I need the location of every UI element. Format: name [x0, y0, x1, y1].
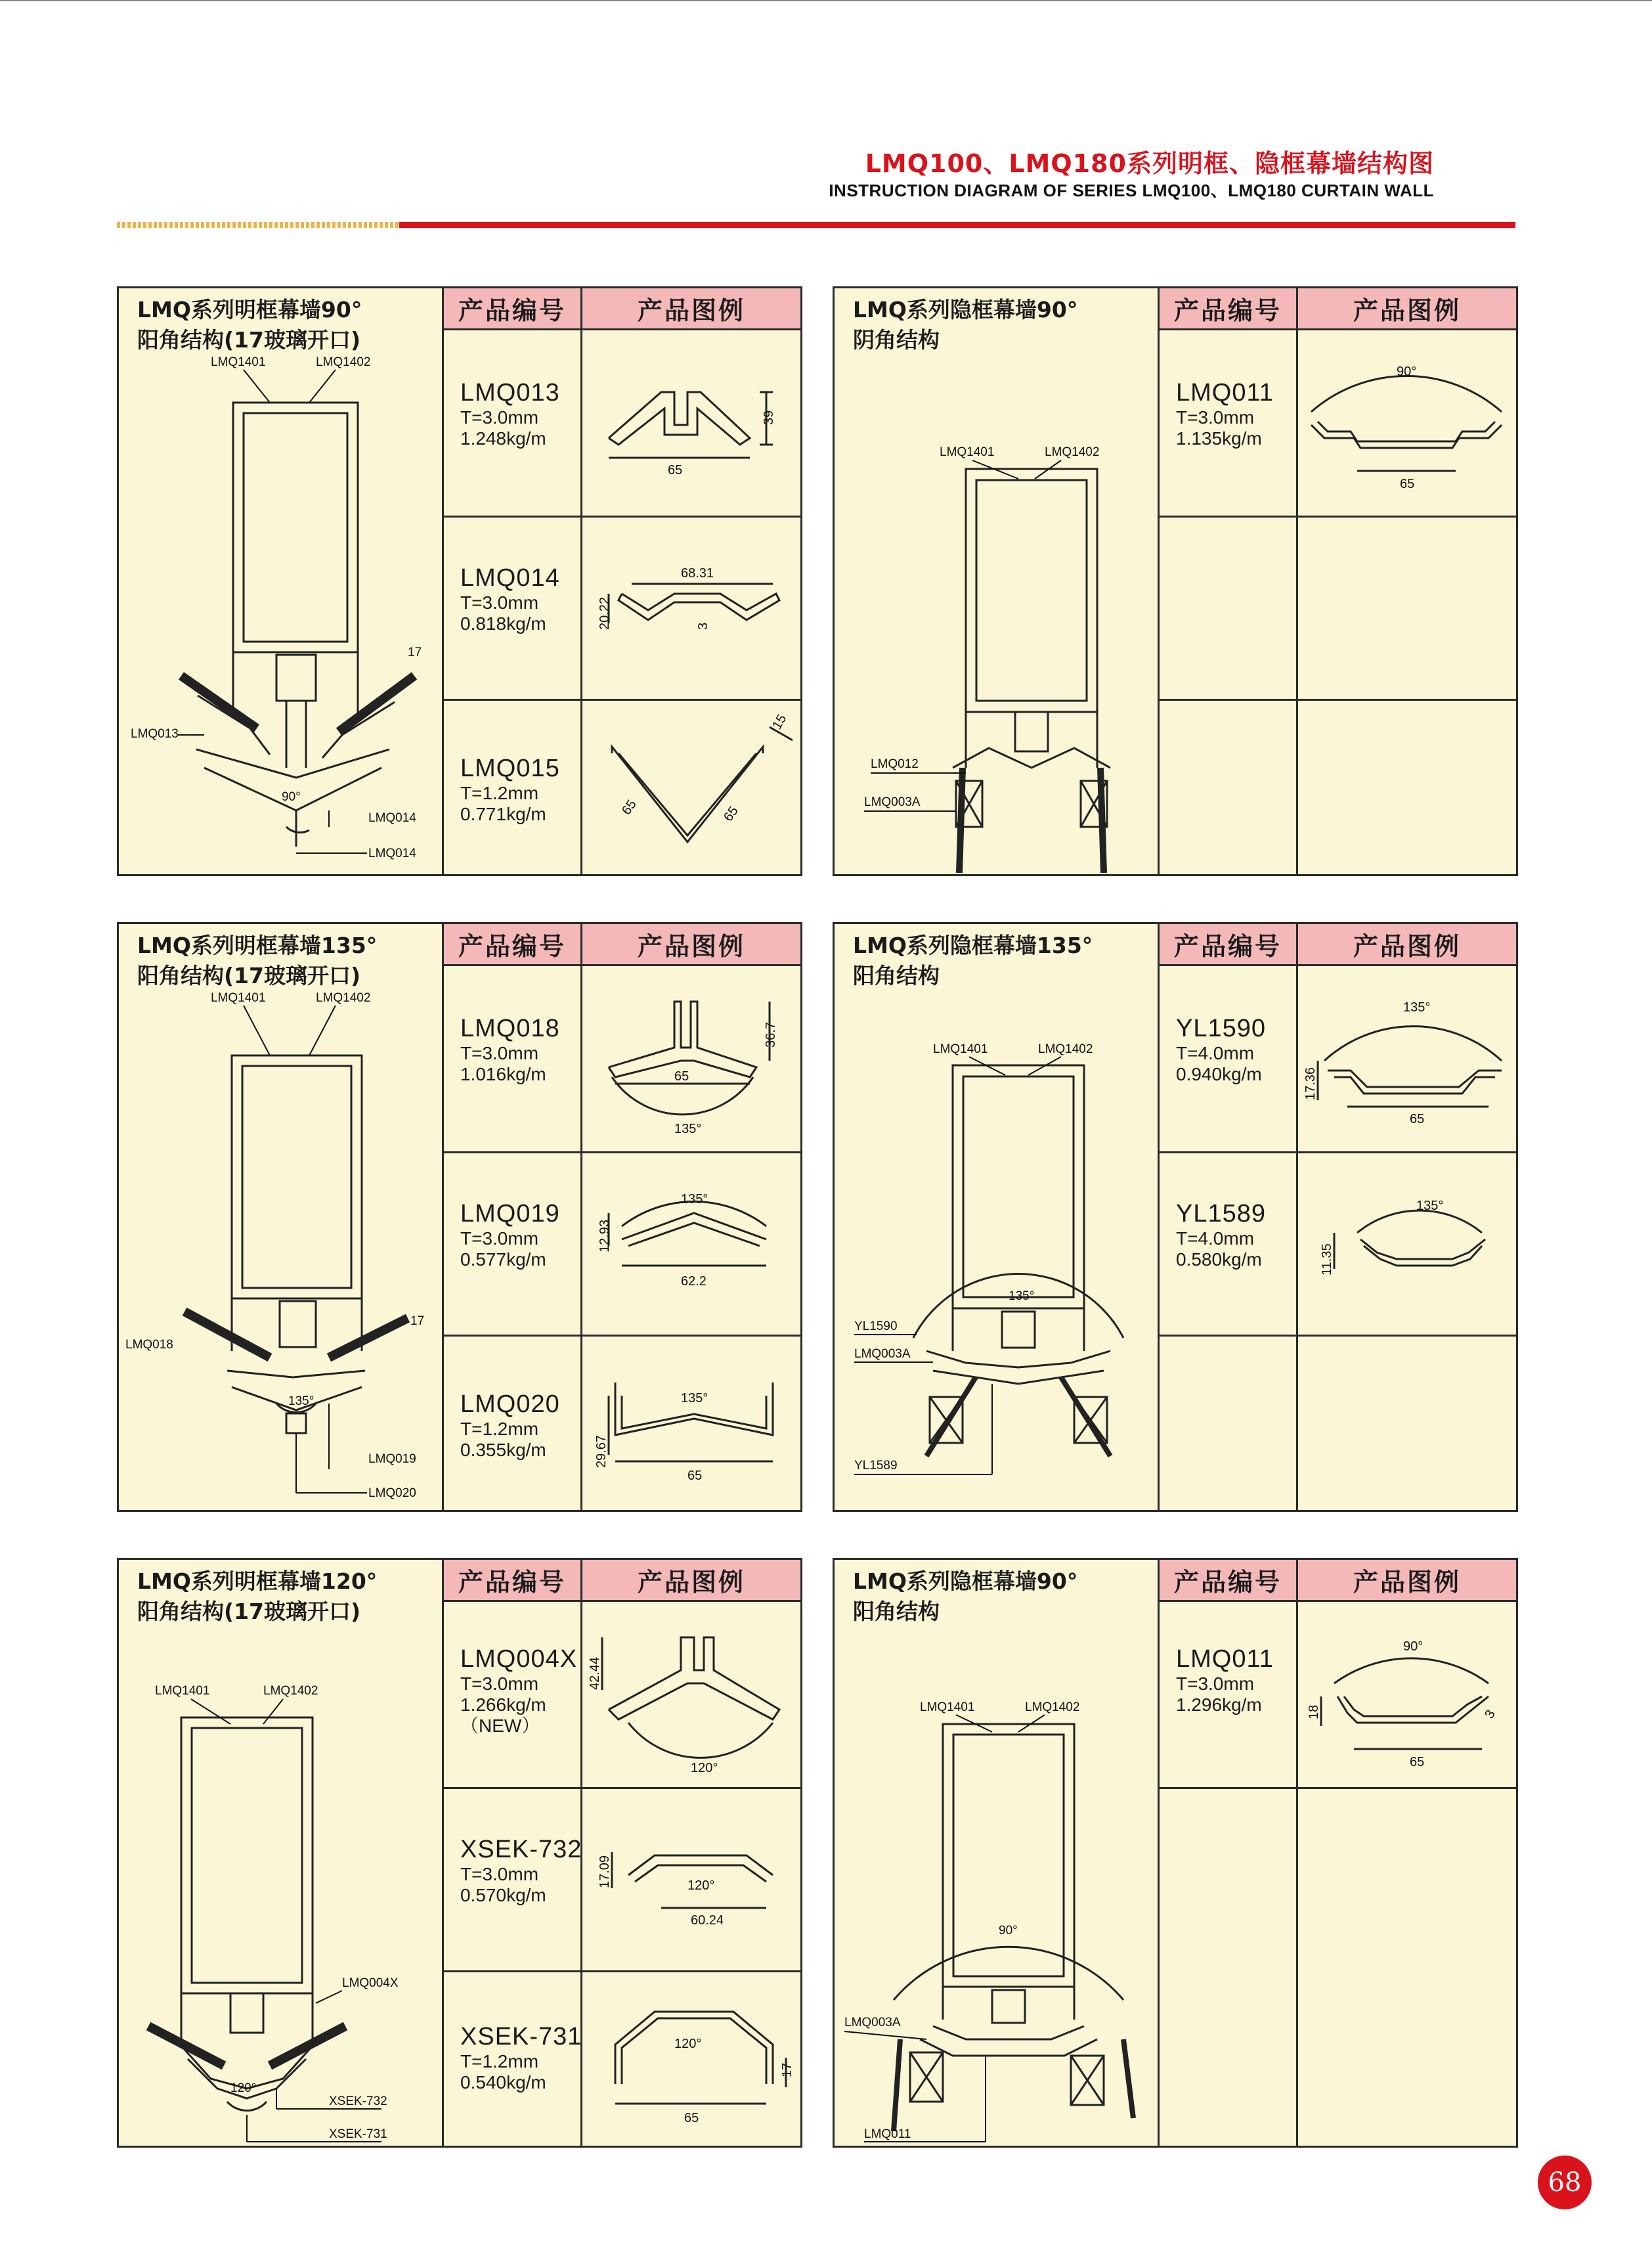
product-spec: T=4.0mm 0.940kg/m: [1176, 1043, 1262, 1084]
svg-text:12.93: 12.93: [598, 1219, 612, 1252]
svg-text:17.09: 17.09: [598, 1855, 612, 1888]
product-spec: T=1.2mm 0.540kg/m: [460, 2051, 546, 2092]
product-spec: T=3.0mm 1.248kg/m: [460, 407, 546, 449]
svg-text:LMQ004X: LMQ004X: [342, 1976, 399, 1990]
svg-text:XSEK-731: XSEK-731: [329, 2127, 387, 2141]
svg-text:65: 65: [1410, 1755, 1425, 1769]
product-cell: [460, 1390, 592, 1461]
svg-text:LMQ1401: LMQ1401: [211, 991, 266, 1005]
product-profile-lmq018: [582, 969, 800, 1150]
svg-text:LMQ020: LMQ020: [368, 1486, 416, 1500]
svg-text:65: 65: [619, 797, 640, 818]
svg-text:LMQ1401: LMQ1401: [933, 1042, 988, 1056]
header-product-image: 产品图例: [1298, 924, 1516, 966]
product-profile-yl1590: [1298, 969, 1516, 1150]
svg-text:65: 65: [1410, 1112, 1425, 1126]
svg-text:120°: 120°: [674, 2037, 702, 2051]
product-spec: T=3.0mm 1.296kg/m: [1176, 1673, 1262, 1715]
svg-text:17: 17: [780, 2062, 794, 2077]
product-cell: [1176, 1645, 1307, 1716]
svg-text:LMQ1402: LMQ1402: [1025, 1700, 1080, 1714]
svg-text:3: 3: [1482, 1707, 1498, 1721]
product-spec: T=3.0mm 0.818kg/m: [460, 592, 546, 634]
product-cell: [460, 564, 592, 634]
assembly-drawing: [119, 347, 442, 873]
header-product-image: 产品图例: [582, 924, 800, 966]
product-cell: [1176, 1200, 1307, 1270]
svg-text:120°: 120°: [687, 1878, 715, 1893]
header-product-code: 产品编号: [1160, 1560, 1296, 1602]
svg-text:68.31: 68.31: [681, 566, 714, 581]
panel-90-hidden-outer: [833, 1558, 1518, 2148]
svg-text:90°: 90°: [1397, 365, 1417, 379]
svg-text:17.36: 17.36: [1303, 1067, 1318, 1100]
svg-text:120°: 120°: [691, 1761, 718, 1775]
assembly-drawing: [119, 1619, 442, 2144]
svg-text:65: 65: [721, 804, 741, 824]
svg-text:135°: 135°: [1009, 1289, 1035, 1303]
svg-text:135°: 135°: [1403, 1000, 1431, 1015]
svg-text:65: 65: [687, 1469, 703, 1483]
svg-text:135°: 135°: [674, 1122, 702, 1136]
product-profile-lmq004x: [582, 1605, 800, 1786]
svg-text:XSEK-732: XSEK-732: [329, 2094, 387, 2108]
svg-text:LMQ1401: LMQ1401: [940, 445, 995, 459]
product-code: LMQ019: [460, 1200, 560, 1228]
svg-text:135°: 135°: [1416, 1199, 1444, 1213]
product-cell: [460, 755, 592, 825]
product-spec: T=1.2mm 0.771kg/m: [460, 783, 546, 824]
assembly-drawing: [835, 347, 1158, 873]
product-code: LMQ015: [460, 755, 560, 782]
svg-text:LMQ1401: LMQ1401: [155, 1684, 210, 1698]
product-code: YL1589: [1176, 1200, 1267, 1228]
svg-text:65: 65: [668, 463, 683, 477]
svg-text:135°: 135°: [288, 1394, 315, 1408]
svg-text:65: 65: [684, 2111, 699, 2125]
product-spec: T=3.0mm 1.266kg/m （NEW）: [460, 1673, 546, 1736]
product-code: LMQ011: [1176, 1645, 1274, 1673]
label-lmq014-a: LMQ014: [368, 811, 416, 825]
product-code: LMQ020: [460, 1390, 560, 1418]
svg-text:11.35: 11.35: [1320, 1243, 1334, 1275]
page-number: 68: [1538, 2156, 1592, 2209]
panel-120-exposed: [117, 1558, 802, 2148]
header-product-code: 产品编号: [444, 288, 580, 330]
label-dim-17: 17: [408, 646, 422, 659]
svg-text:LMQ003A: LMQ003A: [844, 2016, 901, 2029]
product-profile-lmq011: [1298, 333, 1516, 514]
product-profile-xsek-731: [582, 1972, 800, 2147]
svg-text:39: 39: [762, 410, 776, 425]
assembly-drawing: [119, 983, 442, 1509]
svg-text:90°: 90°: [1403, 1639, 1424, 1654]
header-product-code: 产品编号: [1160, 288, 1296, 330]
assembly-drawing: [835, 1619, 1158, 2144]
header-product-image: 产品图例: [582, 288, 800, 330]
product-profile-lmq013: [582, 333, 800, 514]
panel-90-exposed: [117, 286, 802, 876]
label-lmq014-b: LMQ014: [368, 847, 416, 860]
product-code: XSEK-731: [460, 2023, 582, 2050]
page-title: LMQ100、LMQ180系列明框、隐框幕墙结构图: [865, 149, 1434, 178]
svg-text:20.22: 20.22: [598, 596, 612, 630]
product-code: XSEK-732: [460, 1836, 582, 1863]
svg-text:LMQ012: LMQ012: [871, 757, 919, 771]
svg-text:3: 3: [696, 622, 710, 630]
svg-text:18: 18: [1307, 1704, 1321, 1719]
assembly-title: LMQ系列隐框幕墙90° 阳角结构: [853, 1568, 1078, 1624]
product-profile-lmq020: [582, 1337, 800, 1511]
product-spec: T=3.0mm 0.570kg/m: [460, 1864, 546, 1905]
svg-text:90°: 90°: [999, 1924, 1018, 1937]
product-cell: [460, 1645, 592, 1737]
product-code: LMQ011: [1176, 379, 1274, 407]
assembly-title: LMQ系列明框幕墙135° 阳角结构(17玻璃开口): [137, 933, 378, 988]
header-product-image: 产品图例: [1298, 1560, 1516, 1602]
svg-text:LMQ003A: LMQ003A: [854, 1347, 911, 1361]
product-cell: [460, 1015, 592, 1085]
product-code: LMQ013: [460, 379, 560, 407]
svg-text:42.44: 42.44: [588, 1656, 602, 1690]
svg-text:LMQ1402: LMQ1402: [316, 991, 371, 1005]
header-product-image: 产品图例: [1298, 288, 1516, 330]
product-code: YL1590: [1176, 1015, 1267, 1042]
label-lmq1402: LMQ1402: [316, 355, 371, 369]
svg-text:60.24: 60.24: [691, 1913, 724, 1928]
svg-text:15: 15: [770, 712, 790, 732]
svg-text:LMQ1402: LMQ1402: [263, 1684, 318, 1698]
product-cell: [460, 1200, 592, 1270]
product-profile-lmq011-outer: [1298, 1605, 1516, 1786]
svg-text:LMQ018: LMQ018: [125, 1338, 173, 1352]
product-cell: [1176, 379, 1307, 449]
label-lmq1401: LMQ1401: [211, 355, 266, 369]
product-code: LMQ014: [460, 564, 560, 592]
product-profile-xsek-732: [582, 1790, 800, 1968]
panel-135-exposed: [117, 922, 802, 1512]
product-spec: T=3.0mm 1.016kg/m: [460, 1043, 546, 1084]
svg-text:LMQ003A: LMQ003A: [864, 795, 921, 809]
panel-135-hidden: [833, 922, 1518, 1512]
svg-text:65: 65: [674, 1069, 689, 1084]
svg-text:LMQ1402: LMQ1402: [1045, 445, 1100, 459]
svg-text:LMQ019: LMQ019: [368, 1452, 416, 1466]
assembly-title: LMQ系列隐框幕墙90° 阴角结构: [853, 297, 1078, 353]
assembly-title: LMQ系列隐框幕墙135° 阳角结构: [853, 933, 1093, 988]
svg-text:LMQ1402: LMQ1402: [1038, 1042, 1093, 1056]
product-code: LMQ018: [460, 1015, 560, 1042]
product-profile-lmq015: [582, 701, 800, 875]
product-code: LMQ004X: [460, 1645, 578, 1673]
product-profile-lmq019: [582, 1154, 800, 1333]
label-angle: 90°: [282, 790, 301, 804]
header-product-image: 产品图例: [582, 1560, 800, 1602]
svg-text:LMQ1401: LMQ1401: [920, 1700, 975, 1714]
header-rule: [117, 222, 1515, 228]
product-cell: [1176, 1015, 1307, 1085]
product-profile-lmq014: [582, 518, 800, 697]
assembly-title: LMQ系列明框幕墙120° 阳角结构(17玻璃开口): [137, 1568, 378, 1624]
page-subtitle: INSTRUCTION DIAGRAM OF SERIES LMQ100、LMQ180 CURTAIN WALL: [829, 181, 1434, 200]
svg-text:62.2: 62.2: [681, 1274, 706, 1289]
label-lmq013: LMQ013: [131, 727, 179, 741]
panel-90-hidden-inner: [833, 286, 1518, 876]
svg-text:135°: 135°: [681, 1391, 708, 1406]
svg-text:LMQ011: LMQ011: [864, 2127, 911, 2141]
assembly-drawing: [835, 983, 1158, 1509]
product-spec: T=1.2mm 0.355kg/m: [460, 1419, 546, 1460]
product-cell: [460, 379, 592, 449]
product-spec: T=4.0mm 0.580kg/m: [1176, 1228, 1262, 1270]
svg-text:135°: 135°: [681, 1192, 708, 1206]
svg-text:17: 17: [410, 1314, 425, 1328]
product-profile-yl1589: [1298, 1154, 1516, 1333]
product-cell: [460, 1836, 592, 1906]
product-cell: [460, 2023, 592, 2093]
header-product-code: 产品编号: [444, 924, 580, 966]
svg-text:YL1590: YL1590: [854, 1319, 898, 1333]
svg-text:29.67: 29.67: [594, 1434, 609, 1468]
svg-text:YL1589: YL1589: [854, 1459, 898, 1472]
product-spec: T=3.0mm 0.577kg/m: [460, 1228, 546, 1270]
svg-text:36.7: 36.7: [764, 1022, 778, 1048]
assembly-title: LMQ系列明框幕墙90° 阳角结构(17玻璃开口): [137, 297, 362, 353]
page-top-border: [0, 0, 1652, 1]
header-product-code: 产品编号: [444, 1560, 580, 1602]
svg-text:65: 65: [1400, 477, 1415, 491]
svg-text:120°: 120°: [230, 2081, 257, 2095]
product-spec: T=3.0mm 1.135kg/m: [1176, 407, 1262, 449]
header-product-code: 产品编号: [1160, 924, 1296, 966]
